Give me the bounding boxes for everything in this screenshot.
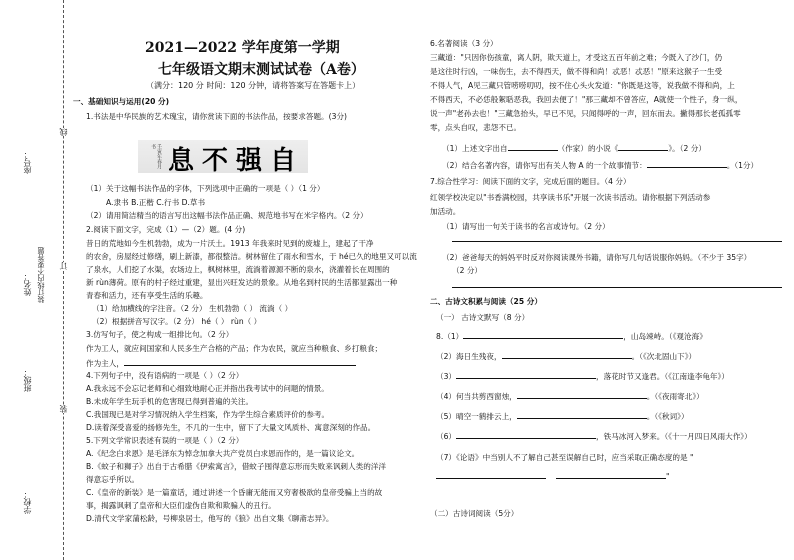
recite-8-7-blank-b[interactable] <box>556 470 666 479</box>
recite-8-6-blank[interactable] <box>456 430 596 439</box>
seal-char-zhuang: 装 <box>59 405 68 413</box>
calligraphy-image <box>138 140 308 176</box>
q6-2-text-b: 。（1分） <box>726 161 759 170</box>
section-2-heading: 二、古诗文积累与阅读（25 分） <box>430 297 542 306</box>
recite-8-7: （7）《论语》中当别人不了解自己甚至误解自己时，应当采取正确态度的是 " <box>436 453 694 462</box>
recite-8-1-blank[interactable] <box>463 330 623 339</box>
q5-stem: 5.下列文学常识表述有误的一项是（ ）（2 分） <box>86 436 244 445</box>
subsection-2-heading: （二）古诗词阅读（5分） <box>430 509 519 518</box>
q3-answer-blank[interactable] <box>124 357 356 366</box>
exam-info: （满分：120 分 时间：120 分钟，请将答案写在答题卡上） <box>146 81 361 90</box>
q3-prompt: 作为主人， <box>86 359 124 368</box>
q1-1: （1）关于这幅书法作品的字体，下列选项中正确的一项是（ ）（1 分） <box>86 184 325 193</box>
subsection-1-heading: （一） 古诗文默写（8 分） <box>436 313 530 322</box>
q6-1-blank-title[interactable] <box>618 142 668 151</box>
q6-1 <box>442 142 706 154</box>
q3-answer-line <box>86 357 356 369</box>
q6-1-text: （1）上述文字出自 <box>442 144 508 153</box>
exam-title-year: 2021—2022 学年度第一学期 <box>145 40 340 56</box>
excerpt-line: 三藏道："只因你伤孩童，离人阴，欺天道上，才受这五百年前之难；今既入了沙门，仍 <box>430 53 723 62</box>
seal-char-xian: 线 <box>59 128 68 136</box>
recite-8-5-source: 。（《秋词》） <box>646 412 689 421</box>
recite-8-1 <box>436 330 707 342</box>
q5-option-a: A.《纪念白求恩》是毛泽东为悼念加拿大共产党员白求恩而作的，是一篇议论文。 <box>86 449 360 458</box>
q6-2-text: （2）结合名著内容，请你写出有关人物 A 的一个故事情节： <box>442 161 647 170</box>
passage-line: 的农舍，房屋经过修缮，刷上新漆，都很整洁。树林留住了雨水和雪水，于 hé已久的地里又可以流 <box>86 252 417 261</box>
recite-8-2-blank[interactable] <box>502 350 632 359</box>
class-label: 班级： <box>23 368 32 392</box>
calligraphy-signature: 壬寅年春月书 <box>150 144 162 169</box>
q5-option-c-cont: 事，揭露讽刺了皇帝和大臣们虚伪自欺和欺骗人的丑行。 <box>86 501 276 510</box>
q1-1-options: A.隶书 B.正楷 C.行书 D.草书 <box>106 198 206 207</box>
recite-8-7-answer <box>436 470 670 482</box>
q3-example: 作为工人，就应间国家和人民多生产合格的产品；作为农民，就应当种粮食、乡打粮食； <box>86 344 383 353</box>
binding-note: 装订线内不要答题 <box>37 247 45 303</box>
recite-8-5-blank[interactable] <box>517 410 647 419</box>
q6-1-text-b: （作家）的小说《 <box>557 144 619 153</box>
recite-8-2-text: （2）海日生残夜， <box>436 352 502 361</box>
q1-2: （2）请用简洁精当的语言写出这幅书法作品正确、规范地书写在米字格内。（2 分） <box>86 211 368 220</box>
recite-8-3 <box>436 370 729 382</box>
passage-line: 昔日的荒地如今生机勃勃，成为一片沃土。1913 年我来时见到的废墟上，建起了干净 <box>86 239 374 248</box>
q7-stem: 7.综合性学习：阅读下面的文字，完成后面的题目。（4 分） <box>430 177 631 186</box>
school-label: 学校： <box>23 490 32 514</box>
recite-8-1-text: ，山岛竦峙。（《观沧海》 <box>623 332 707 341</box>
q6-2 <box>442 159 758 171</box>
q2-1: （1）给加横线的字注音。（2 分） 生机勃勃（ ） 流淌（ ） <box>92 304 293 313</box>
seal-char-ding: 订 <box>59 262 68 270</box>
excerpt-line: 不得西天，不必恁般絮聒恶我，我回去便了！"那三藏却不曾答应，A就使一个性子，身一纵， <box>430 95 743 104</box>
recite-8-7-blank-a[interactable] <box>436 470 546 479</box>
recite-8-4-blank[interactable] <box>517 390 647 399</box>
recite-8-7-quote-close: " <box>666 472 670 481</box>
recite-8-5 <box>436 410 689 422</box>
q7-2: （2）爸爸每天的妈妈平时反对你阅读课外书籍，请你写几句话说服你妈妈。（不少于 35字） <box>442 253 752 262</box>
q5-option-b-cont: 得意忘乎所以。 <box>86 475 140 484</box>
name-label: 姓名： <box>23 272 32 296</box>
seat-label: 座号： <box>23 150 32 174</box>
calligraphy-characters: 息不强自 <box>168 146 305 176</box>
q6-1-text-c: 》。（2 分） <box>668 144 706 153</box>
excerpt-line: 零，点头自叹，悲怨不已。 <box>430 123 522 132</box>
q7-1: （1）请写出一句关于读书的名言或诗句。（2 分） <box>442 222 610 231</box>
recite-8-4 <box>436 390 704 402</box>
q5-option-d: D.清代文学家蒲松龄，号柳泉居士，他写的《狼》出自文集《聊斋志异》。 <box>86 514 334 523</box>
exam-title-grade: 七年级语文期末测试试卷（A卷） <box>158 62 365 78</box>
recite-8-5-text: （5）晴空一鹤排云上， <box>436 412 517 421</box>
q4-stem: 4.下列句子中，没有语病的一项是（ ）（2 分） <box>86 371 244 380</box>
recite-8-6-text: ，铁马冰河入梦来。（《十一月四日风雨大作》） <box>596 432 752 441</box>
q4-option-a: A.我永远不会忘记老师和心细致地耐心正并指出我考试中的问题的情景。 <box>86 384 329 393</box>
q7-passage: 加活动。 <box>430 207 461 216</box>
q2-2: （2）根据拼音写汉字。（2 分） hé（ ） rùn（ ） <box>92 317 262 326</box>
recite-8-3-text: ，落花时节又逢君。（《江南逢李龟年》） <box>596 372 729 381</box>
q6-1-blank-author[interactable] <box>508 142 558 151</box>
q7-2-score: （2 分） <box>452 266 483 275</box>
excerpt-line: 是这往时行凶，一味伤生，去不得西天，做不得和尚！忒恶！忒恶！"原来这猴子一生受 <box>430 67 723 76</box>
passage-line: 青春和活力，还有享受生活的乐趣。 <box>86 291 208 300</box>
q4-option-d: D.读着深受喜爱的扬修先生，不几的一生中，留下了大量文风质朴、寓意深刻的作品。 <box>86 423 376 432</box>
q3-stem: 3.仿写句子，使之构成一组排比句。（2 分） <box>86 330 234 339</box>
q7-passage: 红领学校决定以"书香满校园，共享读书乐"开展一次读书活动。请你根据下列活动参 <box>430 193 711 202</box>
recite-8-2 <box>436 350 696 362</box>
q2-stem: 2.阅读下面文字，完成（1）—（2）题。(4 分) <box>86 225 246 234</box>
binding-line <box>63 0 64 560</box>
q4-option-c: C.我国现已是对学习情况纳入学生档案，作为学生综合素质评价的参考。 <box>86 410 330 419</box>
excerpt-line: 说一声"老孙去也！"三藏急抬头，早已不见，只闻得呼的一声，回东而去。撇得那长老孤孤零 <box>430 109 741 118</box>
recite-8-1-num: 8.（1） <box>436 332 464 341</box>
q5-option-b: B.《蚊子和狮子》出自于古希腊《伊索寓言》，借蚊子囤得意忘形而失败来讽刺人类的洋洋 <box>86 462 386 471</box>
section-1-heading: 一、基础知识与运用(20 分) <box>73 97 170 106</box>
recite-8-3-blank[interactable] <box>456 370 596 379</box>
passage-line: 新 rùn薄荷。原有的村子经过重建，显出兴旺发达的景象。从地名到村民的生活都显露出一种 <box>86 278 398 287</box>
q7-2-answer-line[interactable] <box>452 287 782 288</box>
recite-8-2-source: 。（《次北固山下》） <box>631 352 697 361</box>
passage-line: 了泉水，人们挖了水渠，农场边上，枫树林里，流淌着源源不断的泉水，浇灌着长在周围的 <box>86 265 390 274</box>
q1-stem: 1.书法是中华民族的艺术瑰宝，请你赏读下面的书法作品，按要求答题。(3分) <box>86 112 347 121</box>
excerpt-line: 不得人气，A见三藏只管唠唠叨叨，按不住心头火发道："你既是这等，说我做不得和尚，上 <box>430 81 735 90</box>
q6-stem: 6.名著阅读（3 分） <box>430 39 498 48</box>
recite-8-4-text: （4）何当共剪西窗烛， <box>436 392 517 401</box>
q5-option-c: C.《皇帝的新装》是一篇童话，通过讲述一个昏庸无能而又穷奢极欲的皇帝受骗上当的故 <box>86 488 383 497</box>
recite-8-6 <box>436 430 752 442</box>
recite-8-6-num: （6） <box>436 432 457 441</box>
q7-1-answer-line[interactable] <box>452 241 782 242</box>
q6-2-blank[interactable] <box>647 159 727 168</box>
q4-option-b: B.未成年学生玩手机的危害现已得到普遍的关注。 <box>86 397 254 406</box>
recite-8-3-num: （3） <box>436 372 457 381</box>
recite-8-4-source: 。（《夜雨寄北》） <box>646 392 704 401</box>
